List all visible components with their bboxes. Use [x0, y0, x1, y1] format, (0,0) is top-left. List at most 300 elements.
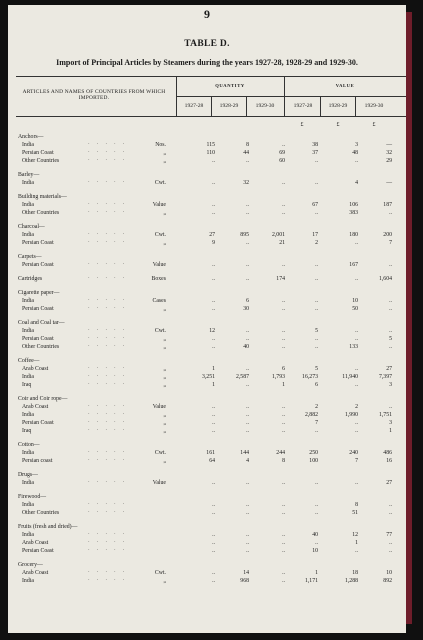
article-label: Cigarette paper— — [18, 290, 60, 296]
leader-dots: ····· — [88, 458, 132, 463]
quantity-cell: .. — [282, 142, 285, 148]
quantity-cell: 244 — [276, 450, 285, 456]
table-row — [18, 223, 406, 231]
table-row — [18, 395, 406, 403]
value-cell: .. — [315, 540, 318, 546]
quantity-cell: .. — [246, 328, 249, 334]
quantity-cell: .. — [282, 298, 285, 304]
value-cell: 892 — [383, 578, 392, 584]
country-label: India — [22, 502, 34, 508]
country-label: Persian Coast — [22, 150, 54, 156]
table-row — [18, 209, 406, 217]
country-label: Arab Coast — [22, 570, 49, 576]
quantity-cell: 69 — [279, 150, 285, 156]
table-row — [18, 327, 406, 335]
quantity-cell: .. — [246, 336, 249, 342]
article-label: Coal and Coal tar— — [18, 320, 65, 326]
value-cell: 3 — [355, 142, 358, 148]
header-divider — [284, 76, 285, 116]
quantity-cell: .. — [246, 548, 249, 554]
article-label: Cartridges — [18, 276, 43, 282]
value-cell: .. — [315, 180, 318, 186]
country-label: Persian Coast — [22, 336, 54, 342]
unit-label: Value — [152, 262, 166, 268]
leader-dots: ····· — [88, 232, 132, 237]
country-label: Persian Coast — [22, 306, 54, 312]
leader-dots: ····· — [88, 366, 132, 371]
country-label: Other Countries — [22, 210, 60, 216]
table-row — [18, 449, 406, 457]
table-row — [18, 501, 406, 509]
table-row — [18, 149, 406, 157]
table-row — [18, 441, 406, 449]
quantity-cell: .. — [212, 404, 215, 410]
article-label: Charcoal— — [18, 224, 45, 230]
quantity-cell: 4 — [246, 458, 249, 464]
quantity-cell: .. — [212, 202, 215, 208]
quantity-cell: .. — [246, 404, 249, 410]
unit-label: Value — [152, 404, 166, 410]
value-cell: 1,604 — [378, 276, 392, 282]
quantity-cell: .. — [282, 540, 285, 546]
leader-dots: ····· — [88, 306, 132, 311]
value-cell: .. — [355, 336, 358, 342]
quantity-cell: .. — [212, 262, 215, 268]
header-bottom-rule — [16, 116, 406, 117]
quantity-cell: 174 — [276, 276, 285, 282]
value-cell: .. — [315, 428, 318, 434]
book-edge — [406, 12, 412, 624]
value-cell: 1,171 — [304, 578, 318, 584]
value-cell: 100 — [309, 458, 318, 464]
quantity-cell: .. — [212, 502, 215, 508]
value-cell: 50 — [352, 306, 358, 312]
value-cell: .. — [315, 344, 318, 350]
value-cell: 7,397 — [378, 374, 392, 380]
article-label: Building materials— — [18, 194, 67, 200]
value-cell: .. — [389, 344, 392, 350]
value-cell: .. — [355, 548, 358, 554]
table-row — [18, 419, 406, 427]
quantity-cell: .. — [246, 412, 249, 418]
quantity-cell: .. — [246, 382, 249, 388]
quantity-cell: 12 — [209, 328, 215, 334]
value-cell: .. — [389, 298, 392, 304]
value-cell: 1 — [389, 428, 392, 434]
value-cell: .. — [355, 366, 358, 372]
value-cell: 1 — [315, 570, 318, 576]
quantity-cell: .. — [212, 532, 215, 538]
quantity-cell: .. — [282, 420, 285, 426]
quantity-cell: 161 — [206, 450, 215, 456]
quantity-cell: 1,793 — [271, 374, 285, 380]
value-cell: .. — [389, 306, 392, 312]
table-row — [18, 427, 406, 435]
table-row — [18, 471, 406, 479]
quantity-cell: .. — [246, 532, 249, 538]
quantity-cell: .. — [212, 540, 215, 546]
quantity-cell: 6 — [246, 298, 249, 304]
table-row — [18, 305, 406, 313]
value-cell: .. — [355, 328, 358, 334]
value-cell: 12 — [352, 532, 358, 538]
value-cell: 250 — [309, 450, 318, 456]
leader-dots: ····· — [88, 578, 132, 583]
table-row — [18, 523, 406, 531]
value-cell: 7 — [389, 240, 392, 246]
leader-dots: ····· — [88, 262, 132, 267]
value-cell: 106 — [349, 202, 358, 208]
unit-label: Value — [152, 480, 166, 486]
value-cell: 383 — [349, 210, 358, 216]
quantity-cell: .. — [212, 306, 215, 312]
quantity-cell: .. — [212, 548, 215, 554]
value-cell: .. — [389, 262, 392, 268]
quantity-cell: .. — [282, 570, 285, 576]
value-cell: 51 — [352, 510, 358, 516]
value-cell: .. — [315, 276, 318, 282]
country-label: Arab Coast — [22, 540, 49, 546]
value-cell: 5 — [389, 336, 392, 342]
value-cell: .. — [315, 210, 318, 216]
currency-symbol: £ — [372, 122, 376, 128]
quantity-cell: .. — [246, 420, 249, 426]
value-cell: 10 — [312, 548, 318, 554]
value-cell: 4 — [355, 180, 358, 186]
quantity-cell: 30 — [243, 306, 249, 312]
unit-label: Nos. — [155, 142, 166, 148]
quantity-cell: .. — [282, 328, 285, 334]
table-row — [18, 539, 406, 547]
table-subtitle: Import of Principal Articles by Steamers during the years 1927-28, 1928-29 and 1929-30. — [56, 58, 358, 67]
table-row — [18, 569, 406, 577]
value-cell: 3 — [389, 382, 392, 388]
value-cell: 7 — [315, 420, 318, 426]
unit-label: „ — [163, 578, 166, 584]
quantity-cell: .. — [246, 366, 249, 372]
leader-dots: ····· — [88, 210, 132, 215]
value-cell: 8 — [355, 502, 358, 508]
quantity-cell: .. — [212, 336, 215, 342]
table-row — [18, 133, 406, 141]
value-cell: 133 — [349, 344, 358, 350]
table-row — [18, 547, 406, 555]
article-label: Firewood— — [18, 494, 47, 500]
unit-label: „ — [163, 158, 166, 164]
quantity-cell: 1 — [282, 382, 285, 388]
quantity-cell: .. — [282, 336, 285, 342]
quantity-cell: .. — [212, 298, 215, 304]
unit-label: Cwt. — [154, 232, 166, 238]
value-cell: .. — [315, 336, 318, 342]
quantity-cell: .. — [212, 570, 215, 576]
quantity-cell: .. — [212, 210, 215, 216]
unit-label: „ — [163, 366, 166, 372]
year-header: 1929-30 — [364, 103, 384, 109]
quantity-cell: .. — [282, 480, 285, 486]
header-divider — [246, 96, 247, 116]
article-label: Coir and Coir rope— — [18, 396, 68, 402]
country-label: Persian coast — [22, 458, 53, 464]
value-cell: 17 — [312, 232, 318, 238]
leader-dots: ····· — [88, 450, 132, 455]
table-row — [18, 157, 406, 165]
country-label: Persian Coast — [22, 262, 54, 268]
unit-label: Cwt. — [154, 328, 166, 334]
value-cell: 1,288 — [344, 578, 358, 584]
value-cell: .. — [355, 480, 358, 486]
quantity-cell: .. — [282, 262, 285, 268]
country-label: Arab Coast — [22, 366, 49, 372]
country-label: India — [22, 532, 34, 538]
value-cell: .. — [355, 420, 358, 426]
quantity-cell: 1 — [212, 366, 215, 372]
year-header: 1928-29 — [219, 103, 239, 109]
quantity-cell: .. — [212, 480, 215, 486]
value-cell: 2,882 — [304, 412, 318, 418]
country-label: India — [22, 374, 34, 380]
quantity-cell: .. — [212, 180, 215, 186]
country-label: Persian Coast — [22, 240, 54, 246]
quantity-cell: 32 — [243, 180, 249, 186]
quantity-cell: 2,001 — [271, 232, 285, 238]
value-cell: .. — [355, 382, 358, 388]
leader-dots: ····· — [88, 276, 132, 281]
quantity-cell: 60 — [279, 158, 285, 164]
quantity-cell: 14 — [243, 570, 249, 576]
value-cell: 1,990 — [344, 412, 358, 418]
leader-dots: ····· — [88, 480, 132, 485]
country-label: Persian Coast — [22, 420, 54, 426]
value-cell: .. — [389, 540, 392, 546]
country-label: India — [22, 480, 34, 486]
quantity-cell: .. — [212, 412, 215, 418]
unit-label: Cases — [152, 298, 166, 304]
quantity-cell: .. — [282, 428, 285, 434]
quantity-cell: .. — [282, 202, 285, 208]
header-divider — [211, 96, 212, 116]
value-cell: .. — [315, 158, 318, 164]
table-row — [18, 275, 406, 283]
value-cell: .. — [389, 510, 392, 516]
leader-dots: ····· — [88, 532, 132, 537]
value-cell: .. — [389, 328, 392, 334]
country-label: Iraq — [22, 382, 32, 388]
table-row — [18, 231, 406, 239]
articles-header: ARTICLES AND NAMES OF COUNTRIES FROM WHICH IMPORTED. — [22, 89, 166, 101]
value-cell: .. — [355, 276, 358, 282]
header-divider — [176, 76, 177, 116]
country-label: Other Countries — [22, 510, 60, 516]
value-cell: 1 — [355, 540, 358, 546]
country-label: India — [22, 298, 34, 304]
unit-label: Value — [152, 202, 166, 208]
value-cell: 2 — [315, 404, 318, 410]
table-row — [18, 403, 406, 411]
leader-dots: ····· — [88, 540, 132, 545]
leader-dots: ····· — [88, 374, 132, 379]
unit-label: Cwt. — [154, 450, 166, 456]
quantity-cell: 64 — [209, 458, 215, 464]
article-label: Grocery— — [18, 562, 43, 568]
unit-label: Cwt. — [154, 180, 166, 186]
unit-label: „ — [163, 420, 166, 426]
leader-dots: ····· — [88, 150, 132, 155]
value-cell: — — [386, 180, 392, 186]
quantity-cell: 144 — [240, 450, 249, 456]
value-cell: 6 — [315, 382, 318, 388]
table-row — [18, 381, 406, 389]
value-cell: 16,273 — [302, 374, 318, 380]
country-label: India — [22, 180, 34, 186]
value-cell: 77 — [386, 532, 392, 538]
value-cell: .. — [355, 428, 358, 434]
value-cell: 37 — [312, 150, 318, 156]
leader-dots: ····· — [88, 202, 132, 207]
quantity-header: QUANTITY — [215, 83, 245, 88]
quantity-cell: .. — [246, 158, 249, 164]
leader-dots: ····· — [88, 420, 132, 425]
year-header: 1928-29 — [328, 103, 348, 109]
value-cell: 7 — [355, 458, 358, 464]
document-page — [8, 5, 406, 633]
quantity-cell: 40 — [243, 344, 249, 350]
currency-symbol: £ — [336, 122, 340, 128]
article-label: Fruits (fresh and dried)— — [18, 524, 78, 530]
quantity-cell: .. — [282, 412, 285, 418]
unit-label: Boxes — [151, 276, 166, 282]
table-row — [18, 509, 406, 517]
quantity-cell: .. — [246, 210, 249, 216]
value-cell: 18 — [352, 570, 358, 576]
leader-dots: ····· — [88, 142, 132, 147]
table-title: TABLE D. — [184, 39, 230, 49]
quantity-cell: .. — [246, 428, 249, 434]
value-cell: .. — [389, 502, 392, 508]
country-label: Other Countries — [22, 344, 60, 350]
quantity-cell: 1 — [212, 382, 215, 388]
value-cell: 2 — [355, 404, 358, 410]
table-row — [18, 493, 406, 501]
article-label: Coffee— — [18, 358, 40, 364]
value-cell: 3 — [389, 420, 392, 426]
table-row — [18, 411, 406, 419]
leader-dots: ····· — [88, 344, 132, 349]
leader-dots: ····· — [88, 336, 132, 341]
leader-dots: ····· — [88, 180, 132, 185]
value-cell: .. — [315, 298, 318, 304]
unit-label: „ — [163, 374, 166, 380]
value-cell: .. — [389, 404, 392, 410]
leader-dots: ····· — [88, 412, 132, 417]
article-label: Barley— — [18, 172, 40, 178]
table-row — [18, 357, 406, 365]
quantity-cell: .. — [282, 306, 285, 312]
table-row — [18, 261, 406, 269]
table-row — [18, 201, 406, 209]
table-row — [18, 531, 406, 539]
leader-dots: ····· — [88, 548, 132, 553]
page-number: 9 — [204, 7, 210, 21]
country-label: India — [22, 450, 34, 456]
year-header: 1929-30 — [255, 103, 275, 109]
quantity-cell: 2,587 — [235, 374, 249, 380]
value-cell: .. — [389, 210, 392, 216]
quantity-cell: 115 — [206, 142, 215, 148]
quantity-cell: .. — [282, 548, 285, 554]
year-header: 1927-28 — [184, 103, 204, 109]
value-cell: 11,940 — [342, 374, 358, 380]
article-label: Carpets— — [18, 254, 42, 260]
country-label: Other Countries — [22, 158, 60, 164]
quantity-cell: .. — [212, 510, 215, 516]
value-cell: .. — [315, 502, 318, 508]
header-top-rule — [16, 76, 406, 77]
value-cell: 187 — [383, 202, 392, 208]
value-cell: 486 — [383, 450, 392, 456]
value-cell: 67 — [312, 202, 318, 208]
quantity-cell: 6 — [282, 366, 285, 372]
value-header: VALUE — [335, 83, 355, 88]
table-row — [18, 297, 406, 305]
header-divider — [355, 96, 356, 116]
value-cell: 27 — [386, 480, 392, 486]
article-label: Cotton— — [18, 442, 40, 448]
leader-dots: ····· — [88, 382, 132, 387]
quantity-cell: .. — [282, 404, 285, 410]
quantity-cell: 21 — [279, 240, 285, 246]
quantity-cell: .. — [212, 344, 215, 350]
table-row — [18, 335, 406, 343]
value-cell: .. — [315, 510, 318, 516]
quantity-cell: 8 — [282, 458, 285, 464]
leader-dots: ····· — [88, 328, 132, 333]
quantity-cell: .. — [282, 344, 285, 350]
quantity-cell: 27 — [209, 232, 215, 238]
table-row — [18, 365, 406, 373]
quantity-cell: .. — [212, 158, 215, 164]
quantity-cell: .. — [212, 578, 215, 584]
unit-label: „ — [163, 240, 166, 246]
quantity-cell: .. — [246, 502, 249, 508]
unit-label: „ — [163, 306, 166, 312]
table-row — [18, 479, 406, 487]
value-cell: 2 — [315, 240, 318, 246]
value-cell: 167 — [349, 262, 358, 268]
table-row — [18, 193, 406, 201]
table-row — [18, 141, 406, 149]
quantity-cell: .. — [246, 540, 249, 546]
value-cell: .. — [315, 306, 318, 312]
table-row — [18, 561, 406, 569]
table-row — [18, 253, 406, 261]
value-cell: 240 — [349, 450, 358, 456]
country-label: India — [22, 328, 34, 334]
quantity-cell: 3,251 — [201, 374, 215, 380]
leader-dots: ····· — [88, 158, 132, 163]
quantity-cell: 9 — [212, 240, 215, 246]
table-row — [18, 171, 406, 179]
value-cell: 32 — [386, 150, 392, 156]
table-row — [18, 319, 406, 327]
quantity-cell: .. — [212, 276, 215, 282]
quantity-cell: .. — [282, 578, 285, 584]
value-cell: .. — [355, 240, 358, 246]
quantity-cell: 44 — [243, 150, 249, 156]
value-cell: 40 — [312, 532, 318, 538]
quantity-cell: .. — [246, 276, 249, 282]
leader-dots: ····· — [88, 570, 132, 575]
